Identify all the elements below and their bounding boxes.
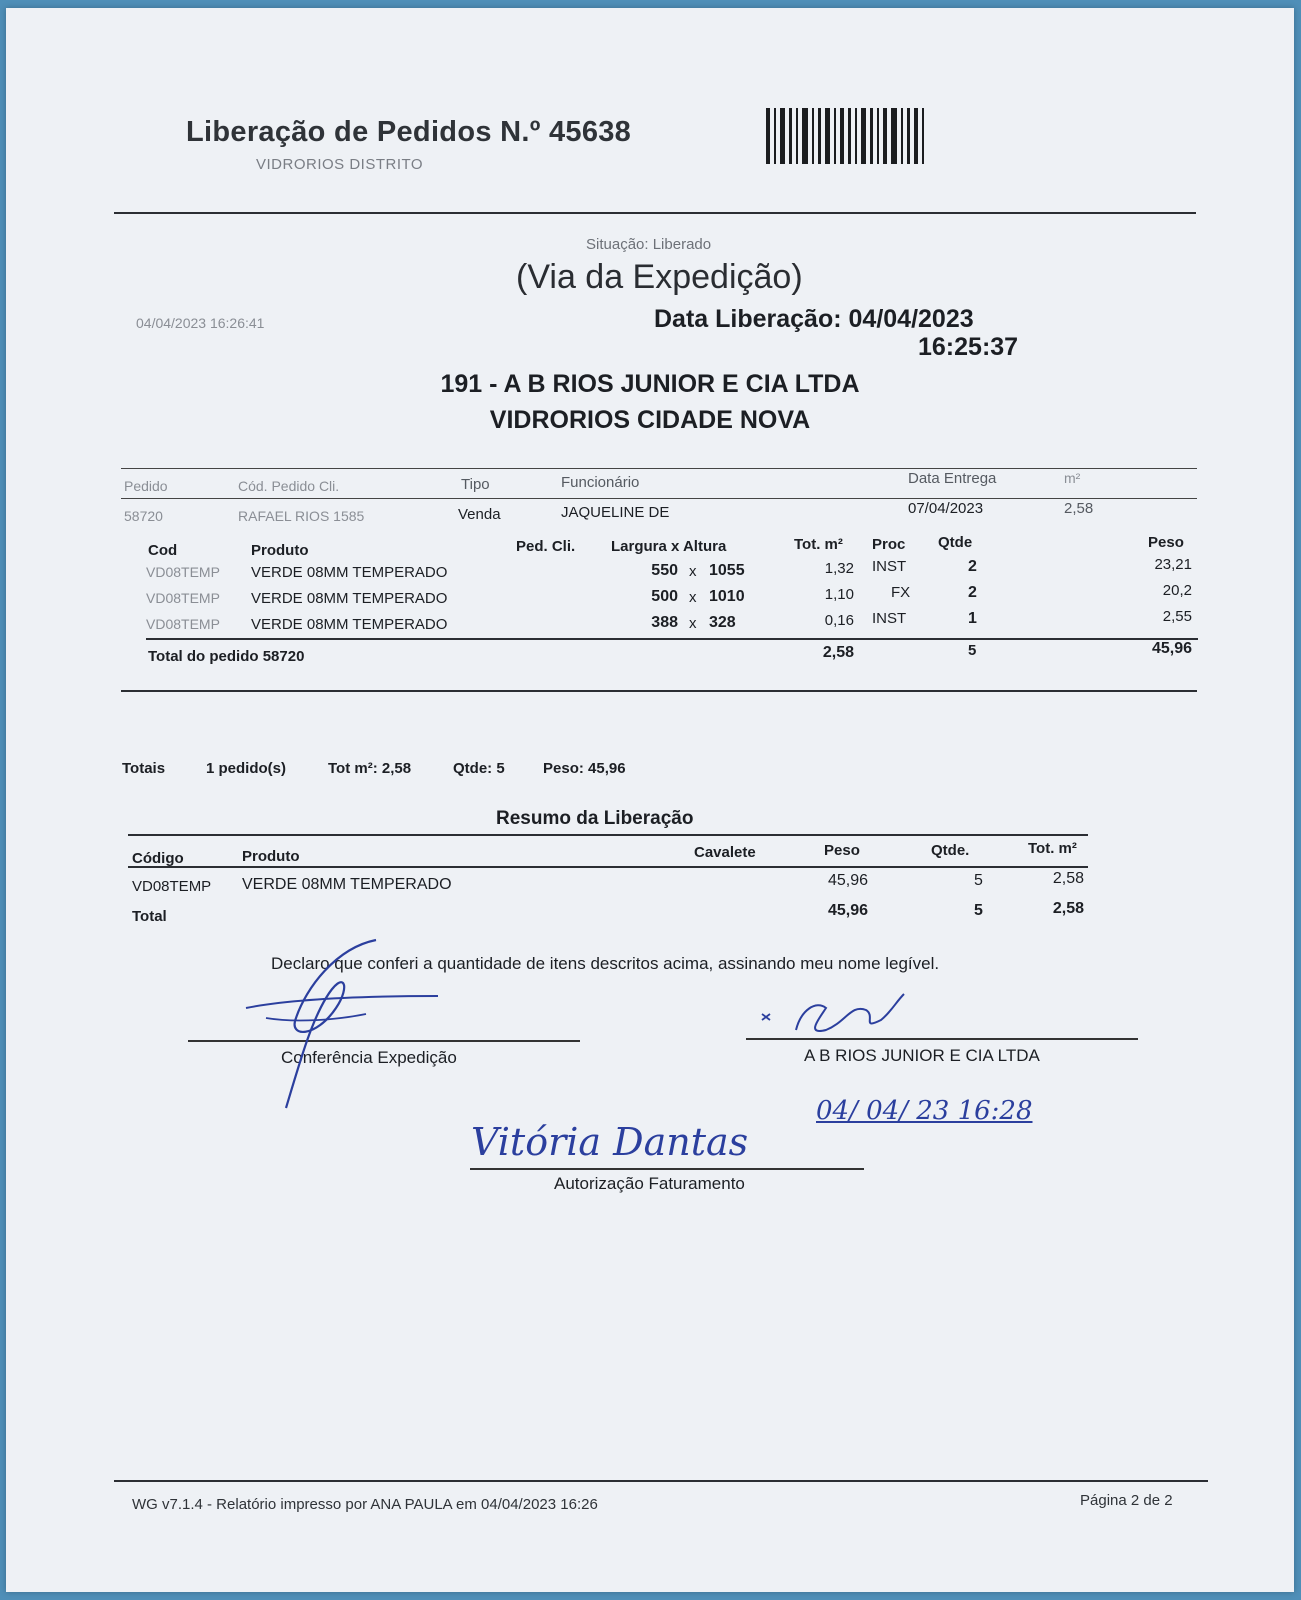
cliente-signature-label: A B RIOS JUNIOR E CIA LTDA <box>804 1046 1040 1065</box>
item-produto: VERDE 08MM TEMPERADO <box>251 616 448 633</box>
order-total-peso: 45,96 <box>1151 640 1192 657</box>
document-page <box>6 8 1294 1592</box>
items-total-divider <box>146 638 1198 640</box>
item-altura: 1010 <box>709 588 745 605</box>
summary-tot-m2: 2,58 <box>1052 870 1084 887</box>
order-table-top-border <box>121 468 1197 469</box>
item-peso: 23,21 <box>1154 556 1192 573</box>
summary-total-tot-m2: 2,58 <box>1052 900 1084 917</box>
summary-qtde: 5 <box>974 872 983 889</box>
col-cod: Cod <box>148 542 178 559</box>
autorizacao-label: Autorização Faturamento <box>554 1174 745 1193</box>
item-x: x <box>689 563 697 580</box>
col-tot-m2: Tot. m² <box>794 536 843 553</box>
footer-print-info: WG v7.1.4 - Relatório impresso por ANA PAULA em 04/04/2023 16:26 <box>132 1496 598 1513</box>
summary-title: Resumo da Liberação <box>496 808 694 829</box>
summary-col-tot-m2: Tot. m² <box>1028 840 1077 857</box>
summary-col-cavalete: Cavalete <box>694 844 756 861</box>
declaration-text: Declaro que conferi a quantidade de itens descritos acima, assinando meu nome legível. <box>271 954 940 973</box>
item-qtde: 2 <box>968 558 977 575</box>
item-produto: VERDE 08MM TEMPERADO <box>251 590 448 607</box>
col-tipo: Tipo <box>461 476 490 493</box>
release-time: 16:25:37 <box>918 333 1019 361</box>
totals-label: Totais <box>122 760 166 777</box>
order-total-label: Total do pedido 58720 <box>148 648 305 665</box>
copy-type-heading: (Via da Expedição) <box>516 258 803 296</box>
col-funcionario: Funcionário <box>561 474 640 491</box>
order-total-m2: 2,58 <box>822 644 854 661</box>
item-peso: 20,2 <box>1162 582 1192 599</box>
col-proc: Proc <box>872 536 906 553</box>
item-tot-m2: 1,10 <box>824 586 854 603</box>
barcode-image <box>766 108 966 164</box>
status-label: Situação: Liberado <box>586 236 712 253</box>
col-m2: m² <box>1064 470 1081 486</box>
summary-col-peso: Peso <box>824 842 860 859</box>
summary-total-qtde: 5 <box>974 902 983 919</box>
summary-col-codigo: Código <box>132 850 184 867</box>
summary-peso: 45,96 <box>827 872 868 889</box>
order-cod-pedido-cli: RAFAEL RIOS 1585 <box>238 508 365 524</box>
summary-top-border <box>128 834 1088 836</box>
totals-peso: Peso: 45,96 <box>543 760 626 777</box>
col-data-entrega: Data Entrega <box>908 470 997 487</box>
client-name: 191 - A B RIOS JUNIOR E CIA LTDA <box>440 370 860 398</box>
item-x: x <box>689 589 697 606</box>
summary-produto: VERDE 08MM TEMPERADO <box>242 876 452 893</box>
item-proc: INST <box>872 558 907 575</box>
col-pedido: Pedido <box>124 478 168 494</box>
order-total-qtde: 5 <box>968 642 977 659</box>
page-number: Página 2 de 2 <box>1080 1492 1173 1509</box>
item-qtde: 1 <box>968 610 977 627</box>
col-ped-cli: Ped. Cli. <box>516 538 576 555</box>
item-largura: 500 <box>651 588 678 605</box>
item-x: x <box>689 615 697 632</box>
summary-total-label: Total <box>132 908 167 925</box>
order-m2: 2,58 <box>1064 500 1094 517</box>
order-data-entrega: 07/04/2023 <box>908 500 984 517</box>
store-name: VIDRORIOS CIDADE NOVA <box>489 406 811 434</box>
conferencia-signature-scribble <box>226 928 466 1128</box>
totals-pedidos: 1 pedido(s) <box>206 760 287 777</box>
item-altura: 1055 <box>709 562 745 579</box>
item-altura: 328 <box>709 614 736 631</box>
col-peso: Peso <box>1148 534 1184 551</box>
item-qtde: 2 <box>968 584 977 601</box>
summary-total-peso: 45,96 <box>827 902 868 919</box>
col-cod-pedido-cli: Cód. Pedido Cli. <box>238 478 340 494</box>
item-cod: VD08TEMP <box>146 616 220 632</box>
order-header-divider <box>121 498 1197 499</box>
order-pedido: 58720 <box>124 508 163 524</box>
summary-codigo: VD08TEMP <box>132 878 212 895</box>
col-produto: Produto <box>251 542 309 559</box>
order-funcionario: JAQUELINE DE <box>561 504 670 521</box>
company-name: VIDRORIOS DISTRITO <box>256 156 424 173</box>
summary-header-divider <box>128 866 1088 868</box>
item-peso: 2,55 <box>1162 608 1192 625</box>
header-divider <box>114 212 1196 214</box>
order-tipo: Venda <box>458 506 501 523</box>
col-largura-altura: Largura x Altura <box>611 538 727 555</box>
totals-qtde: Qtde: 5 <box>453 760 505 777</box>
printed-timestamp: 04/04/2023 16:26:41 <box>136 315 265 331</box>
item-largura: 388 <box>651 614 678 631</box>
item-tot-m2: 1,32 <box>824 560 854 577</box>
autorizacao-handwritten-name: Vitória Dantas <box>471 1120 749 1164</box>
item-proc: FX <box>891 584 911 601</box>
handwritten-date: 04/ 04/ 23 16:28 <box>816 1096 1033 1126</box>
item-cod: VD08TEMP <box>146 590 220 606</box>
summary-col-produto: Produto <box>242 848 300 865</box>
item-tot-m2: 0,16 <box>824 612 854 629</box>
autorizacao-signature-line <box>470 1168 864 1170</box>
item-largura: 550 <box>651 562 678 579</box>
item-produto: VERDE 08MM TEMPERADO <box>251 564 448 581</box>
col-qtde: Qtde <box>938 534 973 551</box>
document-title: Liberação de Pedidos N.º 45638 <box>186 116 632 148</box>
conferencia-label: Conferência Expedição <box>281 1048 457 1067</box>
summary-col-qtde: Qtde. <box>931 842 970 859</box>
cliente-signature-scribble <box>756 990 916 1050</box>
order-table-bottom-border <box>121 690 1197 692</box>
release-date: Data Liberação: 04/04/2023 <box>654 305 974 333</box>
footer-divider <box>114 1480 1208 1482</box>
item-cod: VD08TEMP <box>146 564 220 580</box>
item-proc: INST <box>872 610 907 627</box>
totals-m2: Tot m²: 2,58 <box>328 760 412 777</box>
